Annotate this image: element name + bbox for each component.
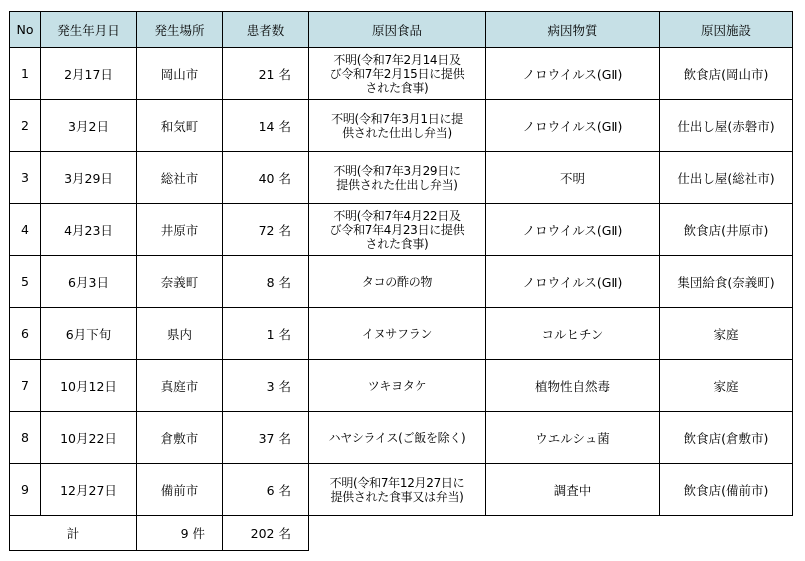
table-row xyxy=(10,412,793,464)
cell-agent: 植物性自然毒 xyxy=(486,360,660,412)
cell-patients: 14 名 xyxy=(223,100,309,152)
cell-food xyxy=(309,100,486,152)
total-patients: 202 名 xyxy=(223,516,309,551)
cell-place: 県内 xyxy=(137,308,223,360)
cell-no: 9 xyxy=(10,464,41,516)
cell-patients: 1 名 xyxy=(223,308,309,360)
cell-agent: 調査中 xyxy=(486,464,660,516)
header-patients: 患者数 xyxy=(223,12,309,48)
cell-facility: 飲食店(井原市) xyxy=(660,204,793,256)
cell-place: 井原市 xyxy=(137,204,223,256)
food-line: ハヤシライス(ご飯を除く) xyxy=(328,430,466,445)
cell-agent: 不明 xyxy=(486,152,660,204)
cell-patients: 72 名 xyxy=(223,204,309,256)
cell-place: 真庭市 xyxy=(137,360,223,412)
cell-food xyxy=(309,360,486,412)
table-body xyxy=(10,48,793,516)
cell-no: 5 xyxy=(10,256,41,308)
food-line: 不明(令和7年2月14日及 xyxy=(333,52,461,67)
cell-food xyxy=(309,152,486,204)
cell-patients: 40 名 xyxy=(223,152,309,204)
cell-food xyxy=(309,412,486,464)
food-line: された食事) xyxy=(365,80,429,95)
header-no: No xyxy=(10,12,41,48)
header-date: 発生年月日 xyxy=(41,12,137,48)
table-row xyxy=(10,48,793,100)
header-row xyxy=(10,12,793,48)
cell-food xyxy=(309,464,486,516)
cell-agent: ノロウイルス(GⅡ) xyxy=(486,100,660,152)
cell-date: 6月3日 xyxy=(41,256,137,308)
food-line: 供された仕出し弁当) xyxy=(342,125,452,140)
food-line: 不明(令和7年4月22日及 xyxy=(333,208,461,223)
header-agent: 病因物質 xyxy=(486,12,660,48)
cell-date: 10月12日 xyxy=(41,360,137,412)
food-line: び令和7年4月23日に提供 xyxy=(329,222,465,237)
food-line: ツキヨタケ xyxy=(367,378,427,393)
cell-food xyxy=(309,204,486,256)
cell-no: 7 xyxy=(10,360,41,412)
table-row xyxy=(10,464,793,516)
cell-food xyxy=(309,48,486,100)
cell-no: 2 xyxy=(10,100,41,152)
header-food: 原因食品 xyxy=(309,12,486,48)
table-row xyxy=(10,256,793,308)
cell-food xyxy=(309,256,486,308)
food-line: び令和7年2月15日に提供 xyxy=(329,66,465,81)
food-line: 不明(令和7年3月29日に xyxy=(333,163,461,178)
cell-place: 備前市 xyxy=(137,464,223,516)
cell-date: 10月22日 xyxy=(41,412,137,464)
cell-agent: ノロウイルス(GⅡ) xyxy=(486,256,660,308)
cell-date: 6月下旬 xyxy=(41,308,137,360)
total-row xyxy=(10,516,793,551)
cell-place: 岡山市 xyxy=(137,48,223,100)
cell-food xyxy=(309,308,486,360)
cell-agent: ノロウイルス(GⅡ) xyxy=(486,204,660,256)
cell-patients: 8 名 xyxy=(223,256,309,308)
cell-no: 4 xyxy=(10,204,41,256)
cell-place: 奈義町 xyxy=(137,256,223,308)
cell-place: 和気町 xyxy=(137,100,223,152)
cell-facility: 家庭 xyxy=(660,360,793,412)
cell-facility: 仕出し屋(赤磐市) xyxy=(660,100,793,152)
cell-facility: 飲食店(備前市) xyxy=(660,464,793,516)
table-row xyxy=(10,152,793,204)
food-poisoning-table xyxy=(9,11,793,551)
cell-patients: 6 名 xyxy=(223,464,309,516)
cell-no: 8 xyxy=(10,412,41,464)
cell-no: 3 xyxy=(10,152,41,204)
cell-date: 12月27日 xyxy=(41,464,137,516)
cell-facility: 集団給食(奈義町) xyxy=(660,256,793,308)
food-line: された食事) xyxy=(365,236,429,251)
cell-place: 倉敷市 xyxy=(137,412,223,464)
cell-agent: コルヒチン xyxy=(486,308,660,360)
food-line: タコの酢の物 xyxy=(361,274,433,289)
total-label: 計 xyxy=(10,516,137,551)
food-line: イヌサフラン xyxy=(361,326,433,341)
cell-facility: 飲食店(倉敷市) xyxy=(660,412,793,464)
cell-no: 6 xyxy=(10,308,41,360)
food-line: 提供された仕出し弁当) xyxy=(336,177,458,192)
cell-date: 4月23日 xyxy=(41,204,137,256)
food-line: 不明(令和7年12月27日に xyxy=(329,475,465,490)
header-facility: 原因施設 xyxy=(660,12,793,48)
cell-patients: 37 名 xyxy=(223,412,309,464)
header-place: 発生場所 xyxy=(137,12,223,48)
cell-place: 総社市 xyxy=(137,152,223,204)
cell-facility: 飲食店(岡山市) xyxy=(660,48,793,100)
cell-date: 3月2日 xyxy=(41,100,137,152)
cell-patients: 21 名 xyxy=(223,48,309,100)
cell-facility: 家庭 xyxy=(660,308,793,360)
cell-agent: ウエルシュ菌 xyxy=(486,412,660,464)
total-blank xyxy=(309,516,793,551)
cell-agent: ノロウイルス(GⅡ) xyxy=(486,48,660,100)
cell-facility: 仕出し屋(総社市) xyxy=(660,152,793,204)
table-row xyxy=(10,308,793,360)
total-cases: 9 件 xyxy=(137,516,223,551)
table-row xyxy=(10,360,793,412)
cell-patients: 3 名 xyxy=(223,360,309,412)
food-line: 不明(令和7年3月1日に提 xyxy=(331,111,463,126)
table-row xyxy=(10,100,793,152)
food-line: 提供された食事又は弁当) xyxy=(330,489,464,504)
table-row xyxy=(10,204,793,256)
cell-no: 1 xyxy=(10,48,41,100)
cell-date: 3月29日 xyxy=(41,152,137,204)
cell-date: 2月17日 xyxy=(41,48,137,100)
